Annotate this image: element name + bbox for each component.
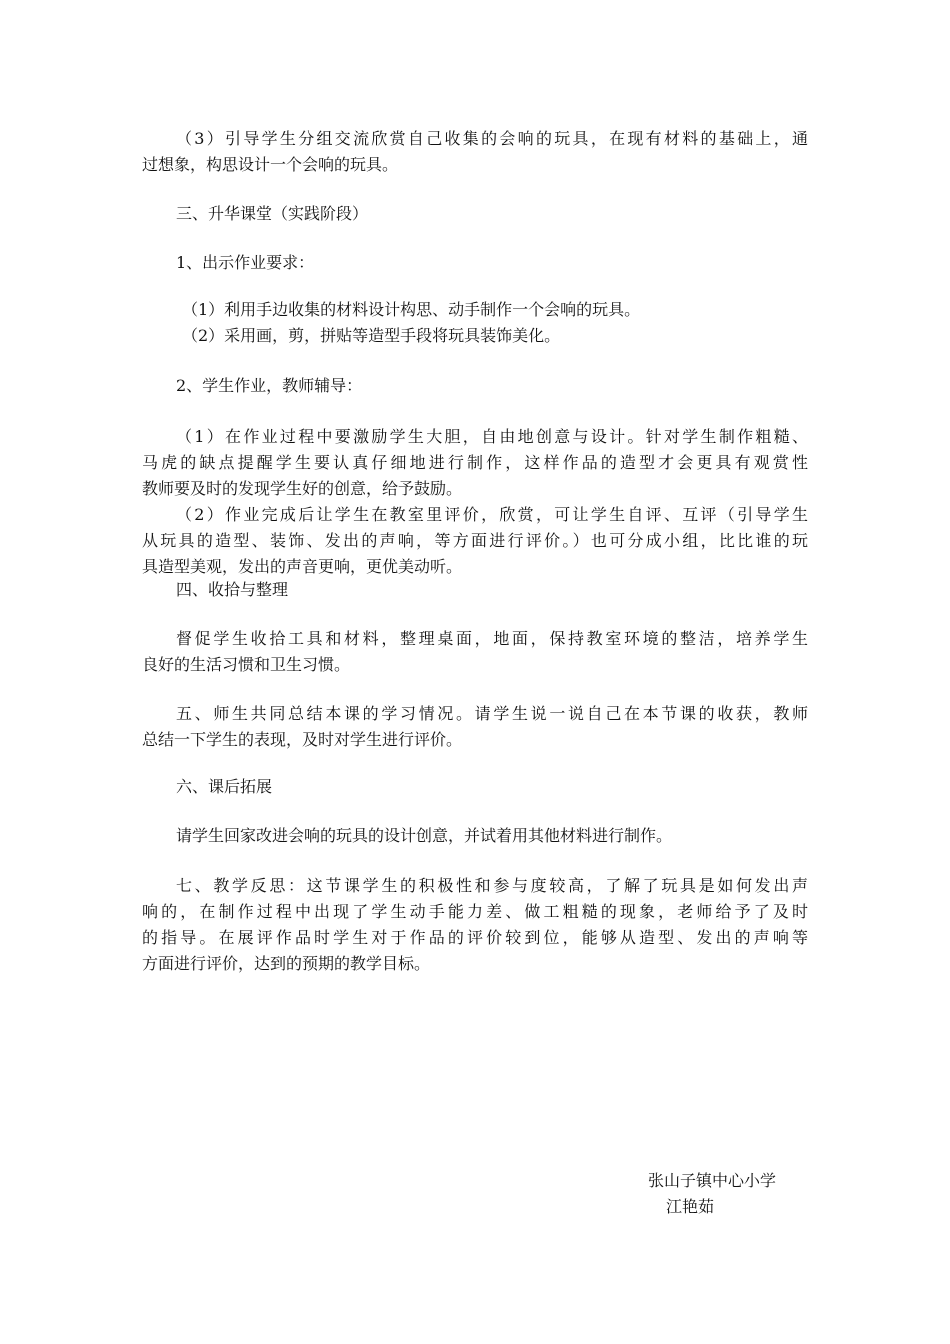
section5-line1: 五、师生共同总结本课的学习情况。请学生说一说自己在本节课的收获，教师 <box>176 704 808 723</box>
section6-line1: 请学生回家改进会响的玩具的设计创意，并试着用其他材料进行制作。 <box>176 826 673 845</box>
section7-line4: 方面进行评价，达到的预期的教学目标。 <box>142 954 431 973</box>
section4-line2: 良好的生活习惯和卫生习惯。 <box>142 655 351 674</box>
signature-school: 张山子镇中心小学 <box>648 1171 777 1190</box>
section7-line3: 的指导。在展评作品时学生对于作品的评价较到位，能够从造型、发出的声响等 <box>142 928 808 947</box>
section3-heading: 三、升华课堂（实践阶段） <box>176 204 369 223</box>
section6-heading: 六、课后拓展 <box>176 777 273 796</box>
section7-line1: 七、教学反思：这节课学生的积极性和参与度较高，了解了玩具是如何发出声 <box>176 876 808 895</box>
paragraph-p3-line1: （3）引导学生分组交流欣赏自己收集的会响的玩具，在现有材料的基础上，通 <box>176 129 808 148</box>
guide2-line1: （2）作业完成后让学生在教室里评价，欣赏，可让学生自评、互评（引导学生 <box>176 505 808 524</box>
section4-heading: 四、收拾与整理 <box>176 580 289 599</box>
section7-line2: 响的，在制作过程中出现了学生动手能力差、做工粗糙的现象，老师给予了及时 <box>142 902 808 921</box>
paragraph-p3-line2: 过想象，构思设计一个会响的玩具。 <box>142 155 399 174</box>
section5-line2: 总结一下学生的表现，及时对学生进行评价。 <box>142 730 463 749</box>
guide1-line1: （1）在作业过程中要激励学生大胆，自由地创意与设计。针对学生制作粗糙、 <box>176 427 808 446</box>
item1-heading: 1、出示作业要求： <box>176 253 315 272</box>
guide1-line3: 教师要及时的发现学生好的创意，给予鼓励。 <box>142 479 463 498</box>
signature-name: 江艳茹 <box>666 1197 715 1216</box>
requirement-1: （1）利用手边收集的材料设计构思、动手制作一个会响的玩具。 <box>182 300 641 319</box>
guide2-line2: 从玩具的造型、装饰、发出的声响，等方面进行评价。）也可分成小组，比比谁的玩 <box>142 531 808 550</box>
item2-heading: 2、学生作业，教师辅导： <box>176 376 363 395</box>
requirement-2: （2）采用画，剪，拼贴等造型手段将玩具装饰美化。 <box>182 326 561 345</box>
section4-line1: 督促学生收拾工具和材料，整理桌面，地面，保持教室环境的整洁，培养学生 <box>176 629 808 648</box>
guide1-line2: 马虎的缺点提醒学生要认真仔细地进行制作，这样作品的造型才会更具有观赏性 <box>142 453 808 472</box>
guide2-line3: 具造型美观，发出的声音更响，更优美动听。 <box>142 557 463 576</box>
